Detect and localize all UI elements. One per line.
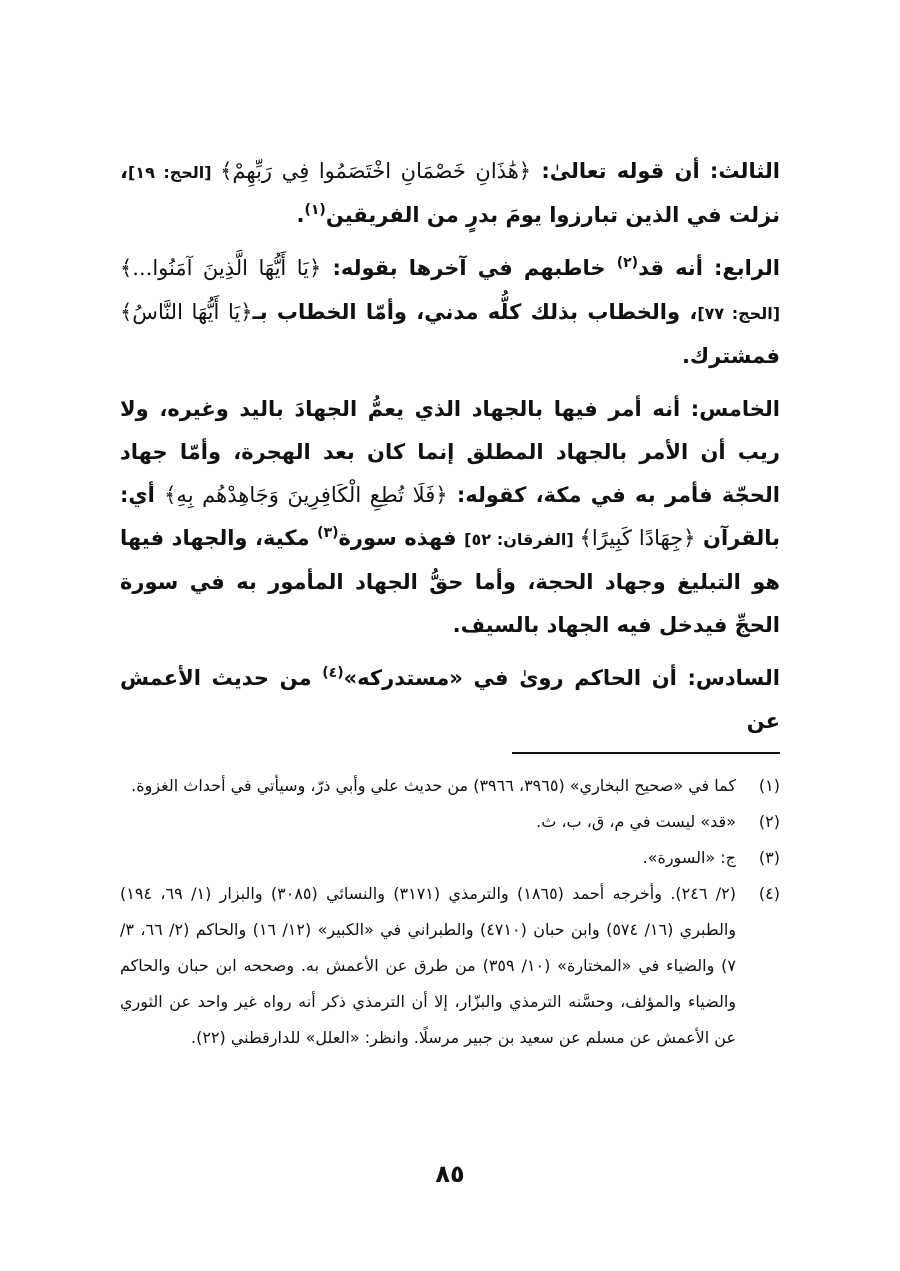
footnote-number: (٢) [758,812,780,831]
footnote-number: (٣) [758,848,780,867]
page-number: ٨٥ [435,1160,465,1188]
footnote-marker-4[interactable]: (٤) [322,665,344,681]
p3-text2: أي: بالقرآن [120,483,780,550]
footnote-marker-1[interactable]: (١) [304,202,326,218]
p1-text: ، نزلت في الذين تبارزوا يومَ بدرٍ من الفريقين [120,159,780,227]
footnote-text: «قد» ليست في م، ق، ب، ث. [536,812,736,831]
p3-text1: الخامس: أنه أمر فيها بالجهاد الذي يعمُّ الجهادَ باليد وغيره، ولا ريب أن الأمر بالجهاد المطلق إنما كان بعد الهجرة، وأمّا جهاد الحجّة فأمر به في مكة، كقوله: [120,397,781,507]
footnote-2 [120,804,780,840]
main-text [120,150,780,753]
quran-verse-hajj-77: ﴿يَا أَيُّهَا الَّذِينَ آمَنُوا...﴾ [120,256,322,280]
p2-text4: فمشترك. [681,344,780,368]
p2-text2: خاطبهم في آخرها بقوله: [321,256,617,280]
paragraph-fourth [120,247,780,378]
footnote-1 [120,768,780,804]
footnote-separator [512,752,780,754]
footnote-marker-2[interactable]: (٢) [616,255,639,271]
footnote-text: ج: «السورة». [642,848,736,867]
quran-verse-furqan-52b: ﴿جِهَادًا كَبِيرًا﴾ [579,526,696,550]
footnote-3 [120,840,780,876]
p2-text1: الرابع: أنه قد [638,256,780,280]
paragraph-third [120,150,780,237]
p1-end: . [296,203,305,227]
footnote-number: (١) [758,776,780,795]
quran-verse-hajj-19: ﴿هَٰذَانِ خَصْمَانِ اخْتَصَمُوا فِي رَبِّهِمْ﴾ [220,159,532,183]
quran-phrase-ya-ayyuha-annas: ﴿يَا أَيُّهَا النَّاسُ﴾ [120,300,253,324]
p3-text4: مكية، والجهاد فيها هو التبليغ وجهاد الحجة، وأما حقُّ الجهاد المأمور به في سورة الحجِّ فيدخل فيه الجهاد بالسيف. [120,526,780,637]
p4-text2: من حديث الأعمش عن [120,666,780,733]
verse-reference: [الحج: ٧٧] [697,304,781,323]
paragraph-sixth [120,657,780,743]
p4-text1: السادس: أن الحاكم روىٰ في «مستدركه» [343,666,780,690]
paragraph-fifth [120,388,780,647]
footnote-4 [120,876,780,1056]
p3-text3: فهذه سورة [338,526,465,550]
footnote-number: (٤) [758,884,780,903]
footnote-text: (٢/ ٢٤٦). وأخرجه أحمد (١٨٦٥) والترمذي (٣١٧١) والنسائي (٣٠٨٥) والبزار (١/ ٦٩، ١٩٤) والطبري (١٦/ ٥٧٤) وابن حبان (٤٧١٠) والطبراني في «الكبير» (١٢/ ١٦) والحاكم (٢/ ٦٦، ٣/ ٧) والضياء في «المختارة» (١٠/ ٣٥٩) من طرق عن الأعمش به. وصححه ابن حبان والحاكم والضياء والمؤلف، وحسَّنه الترمذي والبزّار، إلا أن الترمذي ذكر أنه رواه غير واحد عن الثوري عن الأعمش عن مسلم عن سعيد بن جبير مرسلًا. وانظر: «العلل» للدارقطني (٢٢). [120,884,737,1047]
verse-reference: [الفرقان: ٥٢] [464,530,580,549]
footnote-marker-3[interactable]: (٣) [317,525,339,541]
p2-text3: ، والخطاب بذلك كلُّه مدني، وأمّا الخطاب بـ [252,300,698,324]
footnotes [120,768,780,1056]
quran-verse-furqan-52a: ﴿فَلَا تُطِعِ الْكَافِرِينَ وَجَاهِدْهُم بِهِ﴾ [164,483,448,507]
p1-label: الثالث: أن قوله تعالىٰ: [531,159,780,183]
verse-reference: [الحج: ١٩] [127,163,221,182]
footnote-text: كما في «صحيح البخاري» (٣٩٦٥، ٣٩٦٦) من حديث علي وأبي ذرّ، وسيأتي في أحداث الغزوة. [131,776,736,795]
